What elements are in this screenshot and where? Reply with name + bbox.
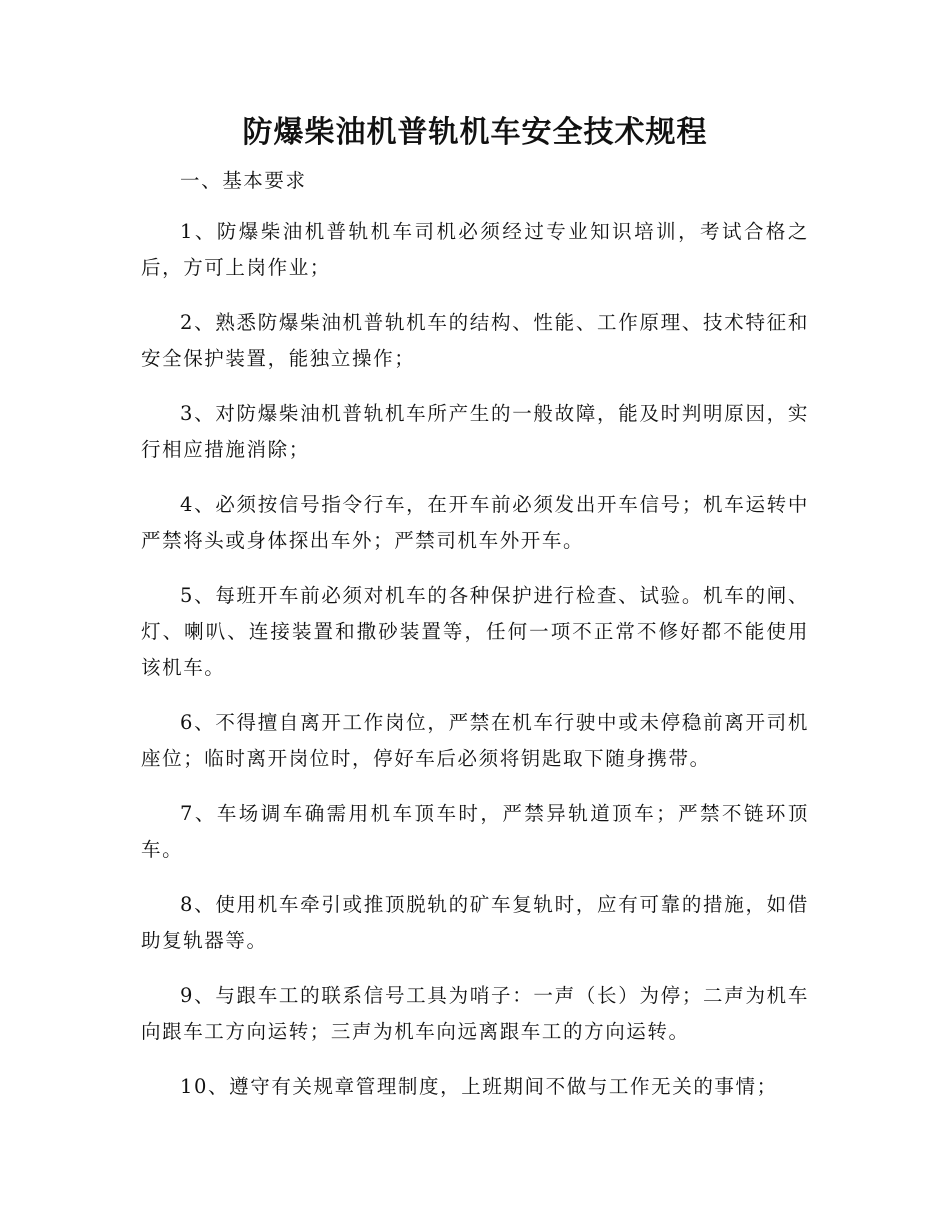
paragraph-3: 3、对防爆柴油机普轨机车所产生的一般故障，能及时判明原因，实行相应措施消除； — [141, 402, 809, 461]
document-title: 防爆柴油机普轨机车安全技术规程 — [242, 115, 708, 150]
paragraph-7: 7、车场调车确需用机车顶车时，严禁异轨道顶车；严禁不链环顶车。 — [141, 802, 809, 861]
paragraph-2: 2、熟悉防爆柴油机普轨机车的结构、性能、工作原理、技术特征和安全保护装置，能独立操作； — [141, 311, 809, 370]
paragraph-10: 10、遵守有关规章管理制度，上班期间不做与工作无关的事情； — [180, 1075, 778, 1098]
paragraph-1: 1、防爆柴油机普轨机车司机必须经过专业知识培训，考试合格之后，方可上岗作业； — [141, 220, 809, 279]
paragraph-4: 4、必须按信号指令行车，在开车前必须发出开车信号；机车运转中严禁将头或身体探出车外；严禁司机车外开车。 — [141, 493, 809, 552]
paragraph-8: 8、使用机车牵引或推顶脱轨的矿车复轨时，应有可靠的措施，如借助复轨器等。 — [141, 893, 809, 952]
paragraph-6: 6、不得擅自离开工作岗位，严禁在机车行驶中或未停稳前离开司机座位；临时离开岗位时，停好车后必须将钥匙取下随身携带。 — [141, 711, 809, 770]
paragraph-5: 5、每班开车前必须对机车的各种保护进行检查、试验。机车的闸、灯、喇叭、连接装置和撒砂装置等，任何一项不正常不修好都不能使用该机车。 — [141, 584, 809, 679]
document-body — [141, 163, 809, 1124]
section-heading: 一、基本要求 — [180, 169, 307, 192]
paragraph-9: 9、与跟车工的联系信号工具为哨子：一声（长）为停；二声为机车向跟车工方向运转；三声为机车向远离跟车工的方向运转。 — [141, 984, 809, 1043]
